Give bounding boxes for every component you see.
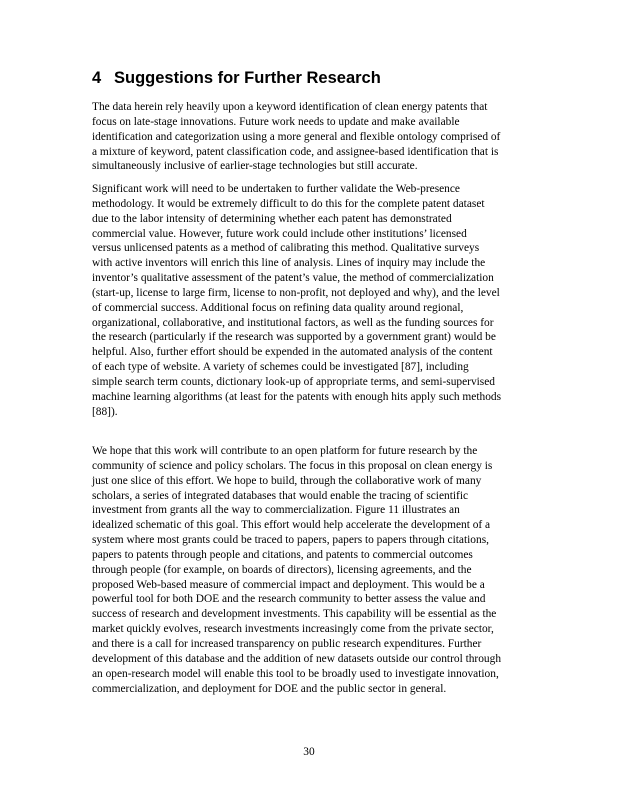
- text-line: The data herein rely heavily upon a keyword identification of clean energy patents that: [92, 101, 488, 113]
- section-heading: [92, 69, 381, 88]
- text-line: We hope that this work will contribute to an open platform for future research by the: [92, 445, 478, 457]
- text-line: [88]).: [92, 405, 118, 418]
- text-line: market quickly evolves, research investments increasingly come from the private sector,: [92, 623, 494, 636]
- text-line: methodology. It would be extremely difficult to do this for the complete patent dataset: [92, 197, 485, 210]
- paragraph-2: [92, 182, 532, 420]
- text-line: community of science and policy scholars. The focus in this proposal on clean energy is: [92, 459, 493, 472]
- text-line: investment from grants all the way to commercialization. Figure 11 illustrates an: [92, 504, 460, 517]
- text-line: due to the labor intensity of determining whether each patent has demonstrated: [92, 212, 452, 225]
- paragraph-3: [92, 444, 532, 696]
- text-line: commercialization, and deployment for DOE and the public sector in general.: [92, 682, 447, 695]
- section-number: 4: [92, 69, 102, 87]
- text-line: of each type of website. A variety of schemes could be investigated [87], including: [92, 361, 469, 374]
- text-line: simple search term counts, dictionary look-up of appropriate terms, and semi-supervised: [92, 375, 495, 388]
- text-line: system where most grants could be traced to papers, papers to papers through citations,: [92, 534, 489, 547]
- text-line: proposed Web-based measure of commercial impact and deployment. This would be a: [92, 578, 485, 591]
- text-line: inventor’s qualitative assessment of the patent’s value, the method of commercialization: [92, 272, 494, 285]
- text-line: identification and categorization using a more general and flexible ontology comprised of: [92, 130, 501, 143]
- text-line: with active inventors will enrich this line of analysis. Lines of inquiry may include the: [92, 257, 486, 270]
- text-line: powerful tool for both DOE and the research community to better assess the value and: [92, 593, 486, 606]
- page-number: 30: [303, 746, 315, 758]
- text-line: just one slice of this effort. We hope to build, through the collaborative work of many: [92, 474, 482, 487]
- text-line: an open-research model will enable this tool to be broadly used to investigate innovation,: [92, 667, 499, 680]
- text-line: scholars, a series of integrated databases that would enable the tracing of scientific: [92, 489, 469, 502]
- text-line: of commercial success. Additional focus on refining data quality around regional,: [92, 301, 464, 314]
- text-line: development of this database and the addition of new datasets outside our control through: [92, 652, 502, 665]
- section-title-text: Suggestions for Further Research: [114, 69, 381, 87]
- text-line: versus unlicensed patents as a method of calibrating this method. Qualitative surveys: [92, 242, 480, 255]
- paragraph-1: [92, 100, 532, 174]
- text-line: Significant work will need to be undertaken to further validate the Web-presence: [92, 183, 460, 195]
- text-line: organizational, collaborative, and institutional factors, as well as the funding sources for: [92, 316, 494, 329]
- text-line: (start-up, license to large firm, license to non-profit, not deployed and why), and the level: [92, 286, 500, 299]
- text-line: commercial value. However, future work could include other institutions’ licensed: [92, 227, 467, 240]
- text-line: idealized schematic of this goal. This effort would help accelerate the development of a: [92, 519, 491, 532]
- text-line: simultaneously inclusive of earlier-stage technologies but still accurate.: [92, 160, 418, 173]
- text-line: success of research and development investments. This capability will be essential as the: [92, 608, 497, 621]
- text-line: papers to patents through people and citations, and patents to commercial outcomes: [92, 548, 473, 561]
- text-line: focus on late-stage innovations. Future work needs to update and make available: [92, 115, 460, 128]
- text-line: through people (for example, on boards of directors), licensing agreements, and the: [92, 563, 472, 576]
- text-line: machine learning algorithms (at least for the patents with enough hits apply such methods: [92, 390, 502, 403]
- text-line: a mixture of keyword, patent classification code, and assignee-based identification that is: [92, 145, 499, 158]
- text-line: the research (particularly if the research was supported by a government grant) would be: [92, 331, 496, 344]
- text-line: and there is a call for increased transparency on public research expenditures. Further: [92, 637, 482, 650]
- text-line: helpful. Also, further effort should be expended in the automated analysis of the content: [92, 346, 493, 359]
